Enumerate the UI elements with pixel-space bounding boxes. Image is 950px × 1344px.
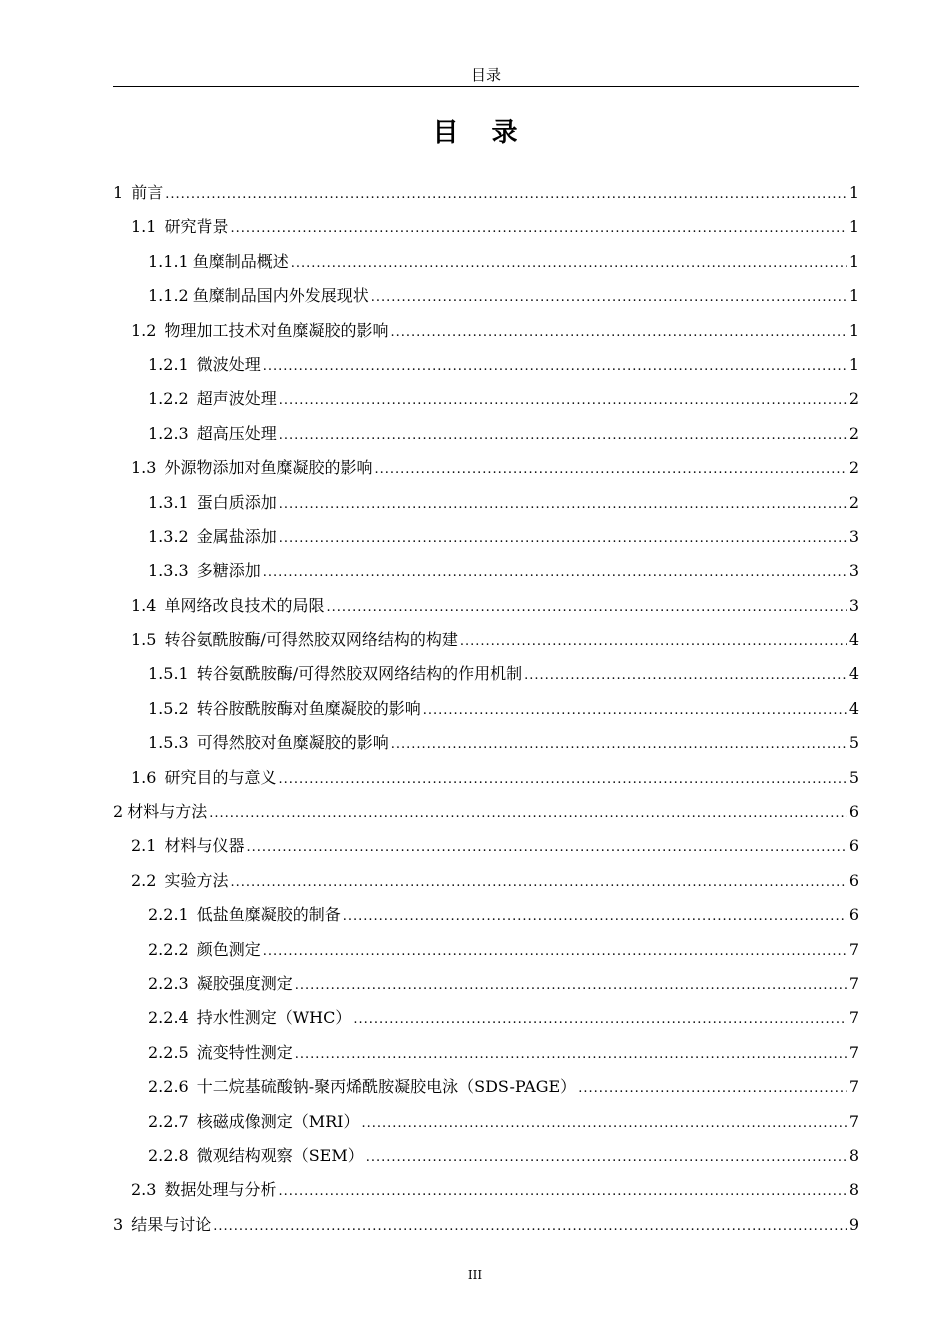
toc-entry-number: 1.2.2 [148, 389, 189, 409]
toc-entry-title: 持水性测定（WHC） [196, 1008, 352, 1028]
toc-entry-number: 1.2 [131, 320, 157, 340]
toc-entry-title: 低盐鱼糜凝胶的制备 [196, 905, 341, 925]
running-header: 目录 [470, 66, 501, 84]
toc-entry-page: 4 [848, 698, 859, 718]
toc-entry-title: 颜色测定 [196, 939, 261, 959]
toc-entry-page: 7 [848, 1077, 859, 1097]
toc-entry[interactable] [113, 554, 859, 588]
toc-entry-page: 4 [848, 664, 859, 684]
toc-leader-dots [391, 728, 847, 762]
toc-entry-number: 1.3.2 [148, 526, 189, 546]
toc-leader-dots [213, 1210, 847, 1244]
page-number: III [467, 1268, 483, 1282]
toc-entry-title: 金属盐添加 [196, 526, 277, 546]
table-of-contents [113, 176, 859, 1242]
toc-entry[interactable] [113, 451, 859, 485]
toc-leader-dots [524, 659, 847, 693]
toc-entry-title: 可得然胶对鱼糜凝胶的影响 [196, 733, 389, 753]
toc-leader-dots [361, 1107, 846, 1141]
toc-entry-title: 结果与讨论 [131, 1214, 212, 1234]
toc-entry[interactable] [113, 417, 859, 451]
toc-entry-number: 1.4 [131, 595, 157, 615]
toc-leader-dots [246, 831, 846, 865]
toc-entry-page: 7 [848, 973, 859, 993]
toc-entry-page: 6 [848, 905, 859, 925]
toc-leader-dots [295, 969, 847, 1003]
toc-entry-title: 微波处理 [196, 354, 261, 374]
toc-entry[interactable] [113, 1173, 859, 1207]
toc-entry-title: 十二烷基硫酸钠-聚丙烯酰胺凝胶电泳（SDS-PAGE） [196, 1077, 577, 1097]
toc-entry-number: 2.1 [131, 836, 157, 856]
toc-entry-page: 1 [848, 286, 859, 306]
toc-entry[interactable] [113, 245, 859, 279]
toc-entry[interactable] [113, 967, 859, 1001]
toc-entry-title: 核磁成像测定（MRI） [196, 1111, 360, 1131]
toc-entry-page: 3 [848, 595, 859, 615]
toc-entry-title: 转谷氨酰胺酶/可得然胶双网络结构的构建 [164, 630, 458, 650]
toc-entry[interactable] [113, 520, 859, 554]
toc-entry-number: 1.3 [131, 458, 157, 478]
toc-entry-title: 单网络改良技术的局限 [164, 595, 325, 615]
toc-leader-dots [263, 350, 847, 384]
toc-leader-dots [326, 591, 846, 625]
toc-entry[interactable] [113, 314, 859, 348]
toc-entry[interactable] [113, 864, 859, 898]
toc-entry-page: 1 [848, 354, 859, 374]
toc-entry[interactable] [113, 726, 859, 760]
toc-leader-dots [279, 419, 847, 453]
toc-entry-page: 6 [848, 802, 859, 822]
toc-entry-number: 2.2.3 [148, 973, 189, 993]
toc-entry-number: 1.1.2 [148, 286, 189, 306]
toc-entry[interactable] [113, 1105, 859, 1139]
toc-entry[interactable] [113, 486, 859, 520]
toc-entry[interactable] [113, 279, 859, 313]
toc-entry[interactable] [113, 589, 859, 623]
toc-entry-page: 7 [848, 1042, 859, 1062]
toc-entry-title: 研究背景 [164, 217, 229, 237]
toc-entry-title: 鱼糜制品概述 [192, 251, 289, 271]
toc-leader-dots [343, 900, 847, 934]
toc-entry-page: 1 [848, 217, 859, 237]
toc-leader-dots [291, 247, 847, 281]
toc-entry-number: 2.2.6 [148, 1077, 189, 1097]
toc-entry-title: 外源物添加对鱼糜凝胶的影响 [164, 458, 373, 478]
toc-entry-number: 1.5.2 [148, 698, 189, 718]
toc-entry-page: 7 [848, 1008, 859, 1028]
toc-leader-dots [390, 316, 846, 350]
toc-leader-dots [371, 281, 847, 315]
toc-entry[interactable] [113, 1208, 859, 1242]
toc-entry-number: 3 [113, 1214, 124, 1234]
toc-entry-title: 蛋白质添加 [196, 492, 277, 512]
toc-entry-title: 微观结构观察（SEM） [196, 1145, 364, 1165]
toc-leader-dots [374, 453, 846, 487]
toc-entry-title: 数据处理与分析 [164, 1180, 277, 1200]
toc-leader-dots [279, 384, 847, 418]
toc-leader-dots [230, 212, 846, 246]
toc-entry-title: 材料与仪器 [164, 836, 245, 856]
toc-entry[interactable] [113, 898, 859, 932]
toc-leader-dots [263, 935, 847, 969]
toc-leader-dots [578, 1072, 847, 1106]
toc-leader-dots [278, 1175, 846, 1209]
toc-entry-page: 8 [848, 1180, 859, 1200]
toc-entry[interactable] [113, 829, 859, 863]
toc-entry[interactable] [113, 1139, 859, 1173]
toc-entry-page: 2 [848, 458, 859, 478]
toc-entry-title: 物理加工技术对鱼糜凝胶的影响 [164, 320, 389, 340]
toc-leader-dots [263, 556, 847, 590]
toc-entry-title: 转谷胺酰胺酶对鱼糜凝胶的影响 [196, 698, 421, 718]
header-rule [113, 86, 859, 87]
toc-entry-page: 5 [848, 767, 859, 787]
toc-entry[interactable] [113, 692, 859, 726]
toc-entry-page: 3 [848, 561, 859, 581]
toc-leader-dots [165, 178, 847, 212]
toc-entry[interactable] [113, 210, 859, 244]
toc-entry[interactable] [113, 1036, 859, 1070]
toc-leader-dots [366, 1141, 847, 1175]
toc-entry-page: 1 [848, 183, 859, 202]
toc-leader-dots [353, 1003, 846, 1037]
toc-entry-page: 4 [848, 630, 859, 650]
toc-entry-title: 实验方法 [164, 870, 229, 890]
toc-entry-page: 1 [848, 251, 859, 271]
toc-entry-number: 2.2.4 [148, 1008, 189, 1028]
toc-entry[interactable] [113, 623, 859, 657]
toc-entry-number: 1.5.3 [148, 733, 189, 753]
toc-entry-page: 2 [848, 492, 859, 512]
toc-entry-title: 材料与方法 [127, 802, 208, 822]
toc-leader-dots [278, 763, 846, 797]
toc-entry-number: 2.2.7 [148, 1111, 189, 1131]
toc-entry-page: 9 [848, 1214, 859, 1234]
toc-entry-title: 多糖添加 [196, 561, 261, 581]
toc-entry-number: 1.3.1 [148, 492, 189, 512]
toc-entry-number: 2.2.5 [148, 1042, 189, 1062]
toc-entry-title: 转谷氨酰胺酶/可得然胶双网络结构的作用机制 [196, 664, 523, 684]
toc-entry-number: 1.5.1 [148, 664, 189, 684]
toc-entry-number: 2.2.8 [148, 1145, 189, 1165]
toc-entry-page: 2 [848, 389, 859, 409]
toc-entry-page: 3 [848, 526, 859, 546]
toc-entry-title: 超声波处理 [196, 389, 277, 409]
toc-entry[interactable] [113, 176, 859, 210]
toc-entry[interactable] [113, 382, 859, 416]
toc-entry-page: 1 [848, 320, 859, 340]
toc-leader-dots [279, 522, 847, 556]
toc-entry-title: 鱼糜制品国内外发展现状 [192, 286, 369, 306]
page-title: 目 录 [432, 118, 530, 148]
toc-entry[interactable] [113, 348, 859, 382]
toc-entry-number: 1.1.1 [148, 251, 189, 271]
toc-leader-dots [279, 488, 847, 522]
toc-entry-page: 8 [848, 1145, 859, 1165]
toc-entry[interactable] [113, 933, 859, 967]
toc-leader-dots [423, 694, 847, 728]
toc-entry-number: 1.5 [131, 630, 157, 650]
toc-entry-page: 7 [848, 1111, 859, 1131]
toc-entry-title: 研究目的与意义 [164, 767, 277, 787]
toc-entry-title: 凝胶强度测定 [196, 973, 293, 993]
toc-entry[interactable] [113, 795, 859, 829]
toc-entry-number: 2 [113, 802, 124, 822]
toc-entry-number: 1.2.1 [148, 354, 189, 374]
toc-entry-number: 2.3 [131, 1180, 157, 1200]
toc-entry-page: 6 [848, 836, 859, 856]
toc-entry-title: 超高压处理 [196, 423, 277, 443]
toc-entry-number: 2.2.1 [148, 905, 189, 925]
toc-leader-dots [460, 625, 847, 659]
toc-entry-number: 2.2 [131, 870, 157, 890]
toc-leader-dots [209, 797, 847, 831]
toc-leader-dots [230, 866, 846, 900]
toc-entry-number: 1 [113, 183, 124, 202]
toc-entry-number: 1.6 [131, 767, 157, 787]
toc-entry-page: 7 [848, 939, 859, 959]
toc-entry[interactable] [113, 657, 859, 691]
toc-entry-number: 1.1 [131, 217, 157, 237]
toc-entry[interactable] [113, 1001, 859, 1035]
toc-entry[interactable] [113, 1070, 859, 1104]
toc-entry-number: 2.2.2 [148, 939, 189, 959]
toc-entry[interactable] [113, 761, 859, 795]
toc-entry-page: 6 [848, 870, 859, 890]
toc-leader-dots [295, 1038, 847, 1072]
toc-entry-page: 5 [848, 733, 859, 753]
toc-entry-page: 2 [848, 423, 859, 443]
toc-entry-title: 前言 [131, 183, 164, 202]
toc-entry-number: 1.3.3 [148, 561, 189, 581]
toc-entry-number: 1.2.3 [148, 423, 189, 443]
toc-entry-title: 流变特性测定 [196, 1042, 293, 1062]
